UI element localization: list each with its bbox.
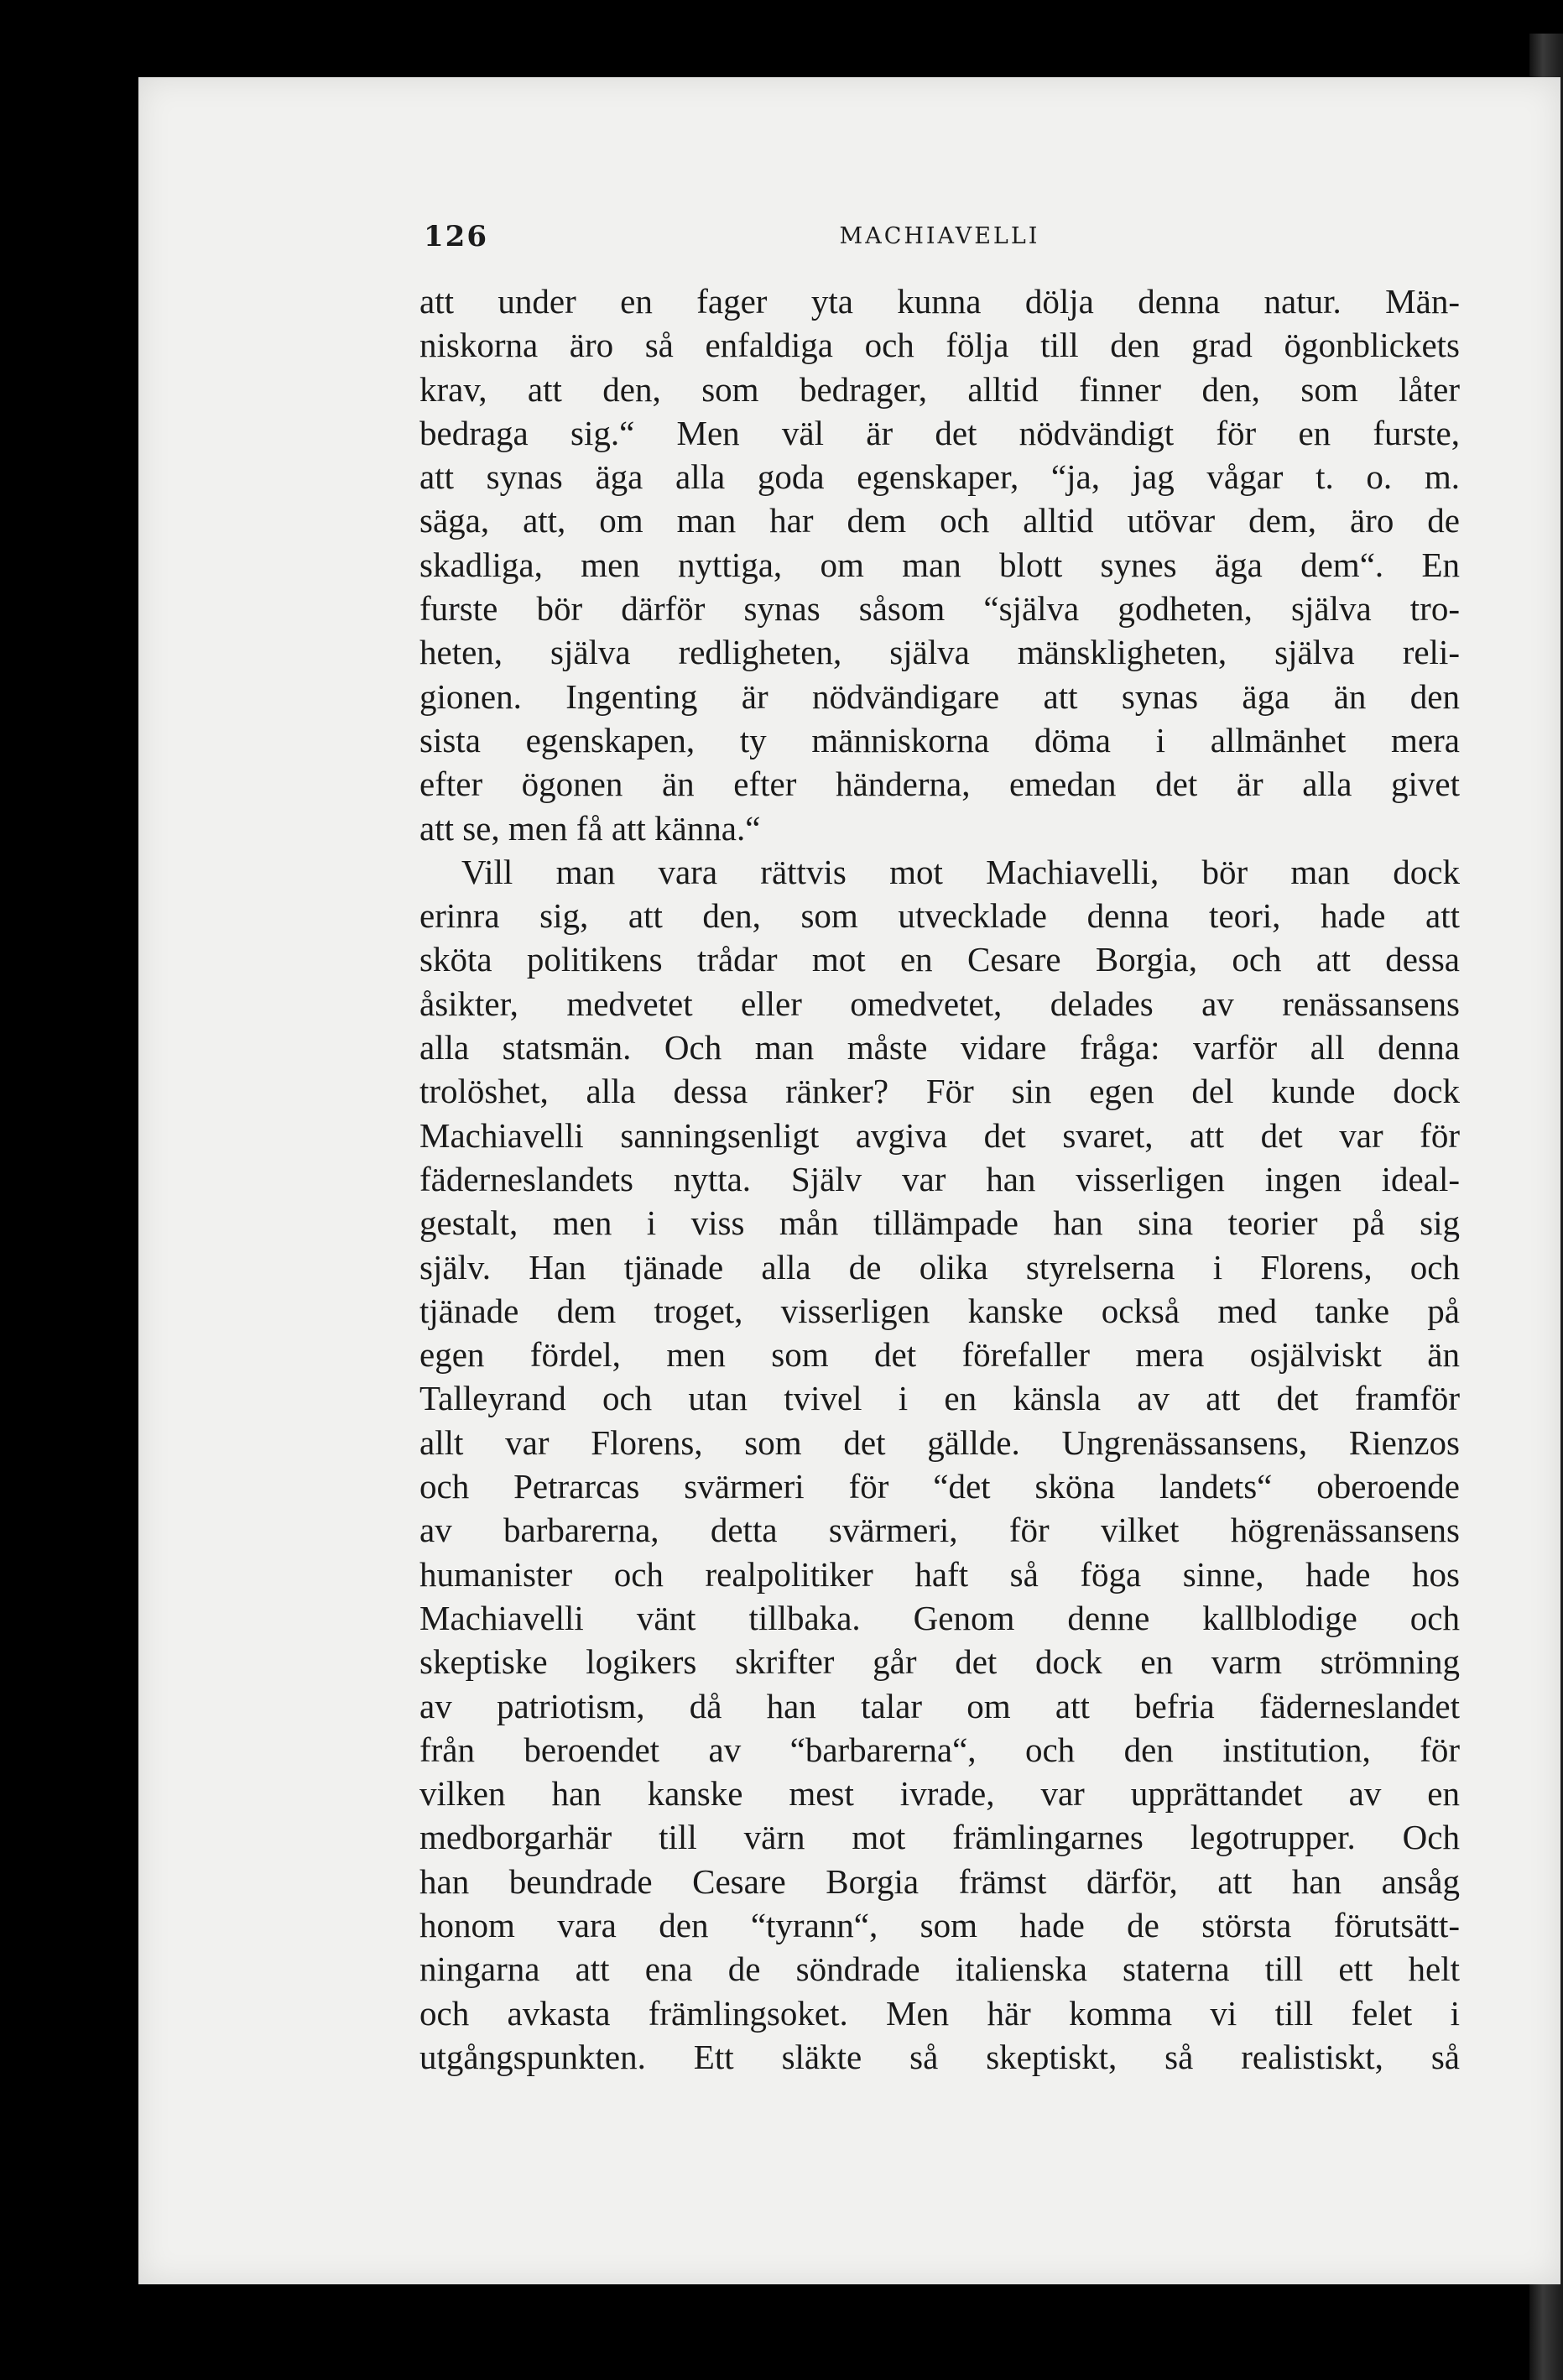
text-line: gestalt, men i viss mån tillämpade han sina teorier på sig (419, 1203, 1460, 1243)
text-line: niskorna äro så enfaldiga och följa till den grad ögonblickets (419, 326, 1460, 365)
text-line: krav, att den, som bedrager, alltid finner den, som låter (419, 369, 1460, 409)
text-line: av patriotism, då han talar om att befria fäderneslandet (419, 1686, 1460, 1725)
text-line: Talleyrand och utan tvivel i en känsla av att det framför (419, 1379, 1460, 1418)
text-line: att synas äga alla goda egenskaper, “ja, jag vågar t. o. m. (419, 457, 1460, 497)
page-number: 126 (424, 220, 488, 253)
text-line: han beundrade Cesare Borgia främst därför, att han ansåg (419, 1861, 1460, 1901)
text-line: heten, själva redligheten, själva mänskligheten, själva reli- (419, 633, 1460, 672)
body-text (419, 279, 1460, 2079)
text-line: humanister och realpolitiker haft så föga sinne, hade hos (419, 1554, 1460, 1594)
text-line: säga, att, om man har dem och alltid utövar dem, äro de (419, 501, 1460, 540)
text-line: och avkasta främlingsoket. Men här komma vi till felet i (419, 1993, 1460, 2033)
running-title: MACHIAVELLI (839, 223, 1040, 249)
text-line: skeptiske logikers skrifter går det dock en varm strömning (419, 1642, 1460, 1682)
text-line: och Petrarcas svärmeri för “det sköna landets“ oberoende (419, 1467, 1460, 1506)
running-head (424, 220, 1456, 253)
text-line: gionen. Ingenting är nödvändigare att synas äga än den (419, 676, 1460, 716)
text-line: honom vara den “tyrann“, som hade de största förutsätt- (419, 1905, 1460, 1944)
text-line: fäderneslandets nytta. Själv var han visserligen ingen ideal- (419, 1159, 1460, 1198)
text-line: skadliga, men nyttiga, om man blott synes äga dem“. En (419, 545, 1460, 584)
text-line: sköta politikens trådar mot en Cesare Borgia, och att dessa (419, 940, 1460, 979)
text-line: att se, men få att känna.“ (419, 808, 761, 848)
text-line: bedraga sig.“ Men väl är det nödvändigt för en furste, (419, 413, 1460, 452)
text-line: alla statsmän. Och man måste vidare fråga: varför all denna (419, 1028, 1460, 1067)
text-line: ningarna att ena de söndrade italienska staterna till ett helt (419, 1949, 1460, 1989)
text-line: av barbarerna, detta svärmeri, för vilket högrenässansens (419, 1511, 1460, 1550)
text-line: att under en fager yta kunna dölja denna natur. Män- (419, 282, 1460, 321)
text-line: själv. Han tjänade alla de olika styrelserna i Florens, och (419, 1247, 1460, 1287)
text-line: trolöshet, alla dessa ränker? För sin egen del kunde dock (419, 1072, 1460, 1111)
text-line: egen fördel, men som det förefaller mera osjälviskt än (419, 1335, 1460, 1375)
text-line: furste bör därför synas såsom “själva godheten, själva tro- (419, 589, 1460, 629)
text-line: utgångspunkten. Ett släkte så skeptiskt, så realistiskt, så (419, 2037, 1460, 2076)
text-line: åsikter, medvetet eller omedvetet, delades av renässansens (419, 984, 1460, 1023)
text-line: Machiavelli sanningsenligt avgiva det svaret, att det var för (419, 1115, 1460, 1155)
text-line: medborgarhär till värn mot främlingarnes legotrupper. Och (419, 1818, 1460, 1857)
text-line: erinra sig, att den, som utvecklade denna teori, hade att (419, 896, 1460, 936)
text-line: allt var Florens, som det gällde. Ungrenässansens, Rienzos (419, 1422, 1460, 1462)
text-line: vilken han kanske mest ivrade, var upprättandet av en (419, 1774, 1460, 1814)
text-line: Vill man vara rättvis mot Machiavelli, bör man dock (461, 852, 1460, 891)
text-line: efter ögonen än efter händerna, emedan det är alla givet (419, 765, 1460, 804)
text-line: Machiavelli vänt tillbaka. Genom denne kallblodige och (419, 1598, 1460, 1637)
text-line: tjänade dem troget, visserligen kanske också med tanke på (419, 1291, 1460, 1330)
text-line: sista egenskapen, ty människorna döma i allmänhet mera (419, 720, 1460, 759)
text-line: från beroendet av “barbarerna“, och den institution, för (419, 1730, 1460, 1769)
